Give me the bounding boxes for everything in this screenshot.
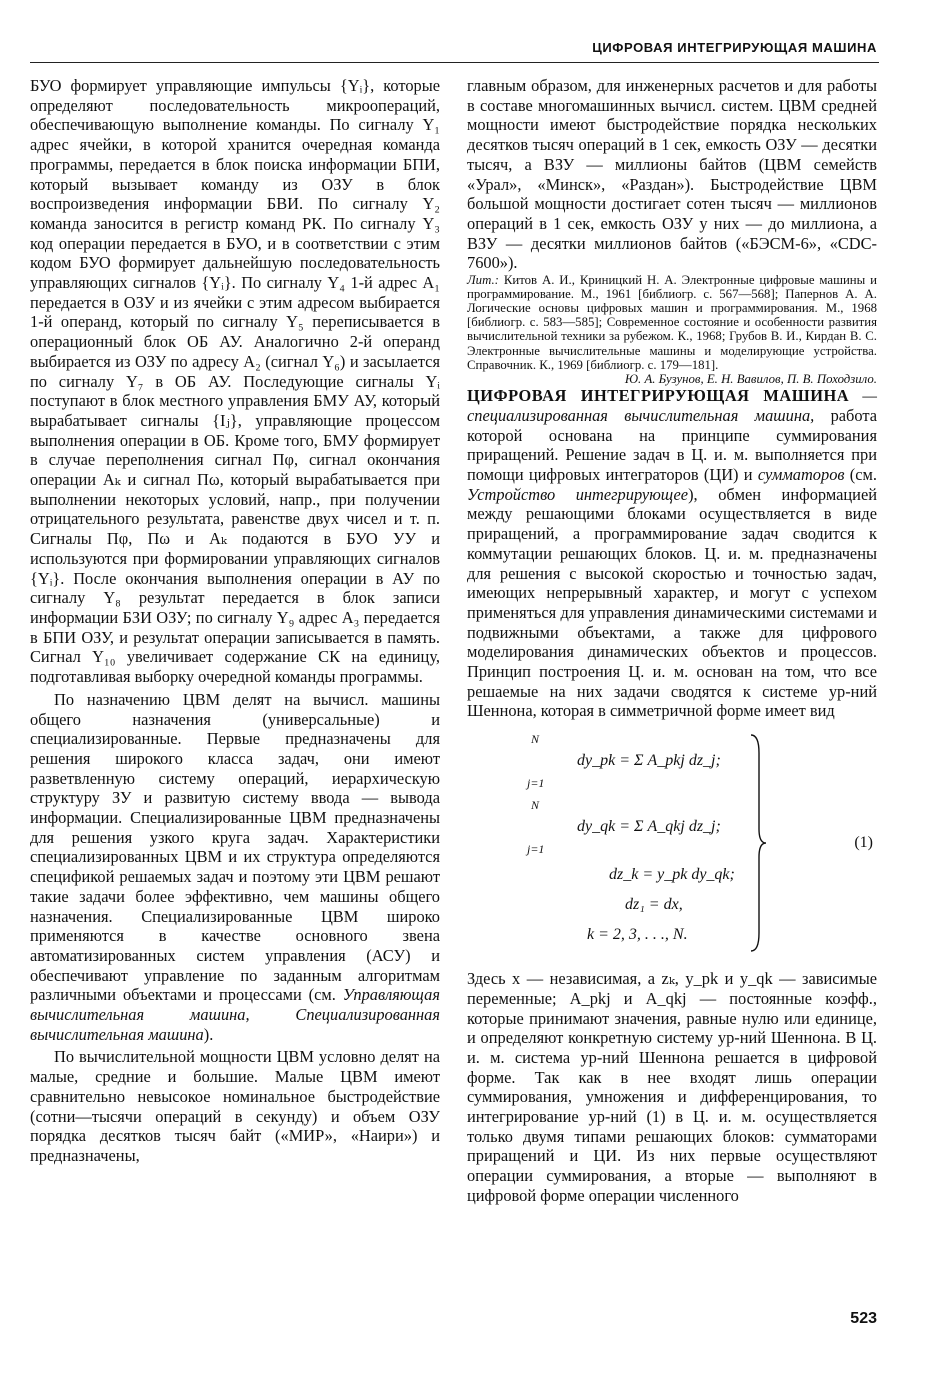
entry-italic-1: сумматоров [757, 465, 845, 484]
header-rule [30, 62, 879, 63]
sum-lower-1: j=1 [527, 776, 545, 791]
left-column [30, 76, 440, 1166]
entry-text-mid: (см. [849, 465, 877, 484]
sum-upper-2: N [531, 798, 540, 813]
equation-1-text: dy_pk = Σ A_pkj dz_j; [577, 752, 721, 770]
right-paragraph-3: Здесь x — независимая, а zₖ, y_pk и y_qk — зависимые переменные; A_pkj и A_qkj — постоянные коэфф., которые принимают значения, равные нулю или единице, и определяют конкретную систему ур-ний Шеннона. В Ц. и. м. система ур-ний Шеннона решается в цифровой форме. Так как в нее входят лишь операции суммирования, умножения и дифференцирования, то интегрирование ур-ний (1) в Ц. и. м. осуществляется только двумя типами решающих блоков: сумматорами приращений и ЦИ. Из них первые осуществляют операции суммирования, а вторые — выполняют в цифровой форме операции численного [467, 969, 877, 1205]
right-paragraph-1: главным образом, для инженерных расчетов и для работы в составе многомашинных вычисл. систем. ЦВМ средней мощности имеют быстродействие порядка нескольких десятков тысяч операций в 1 сек, емкость ОЗУ — десятки тысяч, а ВЗУ — миллионы байтов (ЦВМ семейств «Урал», «Минск», «Раздан»). Быстродействие ЦВМ большой мощности достигает сотен тысяч — миллионов операций в 1 сек, емкость ОЗУ у них — до миллиона, а ВЗУ — десятки миллионов байтов («БЭСМ-6», «CDC-7600»). [467, 76, 877, 273]
right-column [467, 76, 877, 1206]
equation-line-3: dz_k = y_pk dy_qk; [609, 866, 735, 884]
shannon-equations [467, 729, 877, 961]
entry-text-rest: ), обмен информацией между решающими блоками осуществляется в виде приращений, а программирование задач сводится к коммутации решающих блоков. Ц. и. м. предназначены для решения с высокой скоростью и точностью задач, имеющих непрерывный характер, и могут с успехом применяться для управления динамическими системами и подвижными объектами, а также для цифрового моделирования динамических объектов и процессов. Принцип построения Ц. и. м. основан на том, что все решаемые на них задачи сводятся к системе ур-ний Шеннона, которая в симметричной форме имеет вид [467, 484, 877, 721]
equation-2-text: dy_qk = Σ A_qkj dz_j; [577, 818, 721, 836]
left-paragraph-2-end: ). [203, 1024, 214, 1044]
entry-definition: — специализированная вычислительная машина, [467, 386, 877, 425]
left-paragraph-1: БУО формирует управляющие импульсы {Yᵢ}, которые определяют последовательность микроопераций, обеспечивающую выполнение команды. По сигналу Y₁ адрес ячейки, в которой хранится очередная команда программы, передается в блок поиска информации БПИ, который вызывает команду из ОЗУ в блок воспроизведения информации БВИ. По сигналу Y₂ команда заносится в регистр команд РК. По сигналу Y₃ код операции передается в БУО, и в соответствии с этим кодом БУО формирует дальнейшую последовательность управляющих сигналов {Yᵢ}. По сигналу Y₄ 1-й адрес A₁ передается в ОЗУ и из ячейки с этим адресом выбирается 1-й операнд, который по сигналу Y₅ переписывается в операционный блок ОБ АУ. Аналогично 2-й операнд выбирается из ОЗУ по адресу A₂ (сигнал Y₆) и засылается по сигналу Y₇ в ОБ АУ. Последующие сигналы Yᵢ поступают в блок местного управления БМУ АУ, который вырабатывает сигналы {Iⱼ}, управляющие процессом выполнения операции в ОБ. Кроме того, БМУ формирует в случае переполнения сигнал Пφ, сигнал окончания операции Aₖ и сигнал Пω, который вырабатывается при выполнении некоторых условий, напр., при получении отрицательного результата, равенстве двух чисел и т. п. Сигналы Пφ, Пω и Aₖ подаются в БУО УУ и используются при формировании управляющих сигналов {Yᵢ}. После окончания выполнения операции в АУ по сигналу Y₈ результат передается в блок записи информации БЗИ ОЗУ; по сигналу Y₉ адрес A₃ передается в БПИ ОЗУ, и результат операции записывается в память. Сигнал Y₁₀ увеличивает содержание СК на единицу, подготавливая выборку очередной команды программы. [30, 76, 440, 687]
entry-italic-2: Устройство интегрирующее [467, 484, 689, 504]
literature-block [467, 273, 877, 372]
entry-text: работа которой основана на принципе суммирования приращений. Решение задач в Ц. и. м. выполняется при помощи цифровых интеграторов (ЦИ) и [467, 405, 877, 484]
left-paragraph-2 [30, 690, 440, 1045]
left-paragraph-2-italic: Управляющая вычислительная машина, Специализированная вычислительная машина [30, 985, 440, 1044]
sum-upper-1: N [531, 732, 540, 747]
literature-text: Китов А. И., Криницкий Н. А. Электронные цифровые машины и программирование. М., 1961 [библиогр. с. 567—568]; Папернов А. А. Логические основы цифровых машин и программирования. М., 1968 [библиогр. с. 583—585]; Современное состояние и особенности развития вычислительной техники за рубежом. К., 1968; Грубов В. И., Кирдан В. С. Электронные вычислительные машины и моделирующие устройства. Справочник. К., 1969 [библиогр. с. 179—181]. [467, 273, 877, 372]
equation-line-2 [577, 817, 721, 837]
page-number: 523 [850, 1310, 877, 1327]
entry-term: ЦИФРОВАЯ ИНТЕГРИРУЮЩАЯ МАШИНА [467, 386, 850, 406]
brace-icon [749, 733, 767, 953]
equation-line-1 [577, 751, 721, 771]
equation-number: (1) [854, 834, 873, 852]
entry-paragraph [467, 386, 877, 721]
equation-line-5: k = 2, 3, . . ., N. [587, 926, 688, 944]
left-paragraph-2-text: По назначению ЦВМ делят на вычисл. машины общего назначения (универсальные) и специализированные. Первые предназначены для решения широкого класса задач, они имеют разветвленную систему операций, иерархическую структуру ЗУ и развитую систему ввода — вывода информации. Специализированные ЦВМ предназначены для решения узкого круга задач. Характеристики специализированных ЦВМ и их структура определяются спецификой решаемых задач и поэтому эти ЦВМ решают такие задачи более эффективно, чем машины общего назначения. Специализированные ЦВМ широко применяются в качестве основного звена автоматизированных систем управления (АСУ) и обеспечивают управление по заданным алгоритмам различными объектами и процессами (см. [30, 689, 440, 1005]
running-head: ЦИФРОВАЯ ИНТЕГРИРУЮЩАЯ МАШИНА [592, 40, 877, 55]
article-authors: Ю. А. Бузунов, Е. Н. Вавилов, П. В. Походзило. [624, 371, 877, 386]
literature-label: Лит.: [467, 273, 499, 288]
equation-line-4: dz₁ = dx, [625, 896, 683, 914]
sum-lower-2: j=1 [527, 842, 545, 857]
left-paragraph-3: По вычислительной мощности ЦВМ условно делят на малые, средние и большие. Малые ЦВМ имеют сравнительно невысокое номинальное быстродействие (сотни—тысячи операций в секунду) и объем ОЗУ порядка десятков тысяч байт («МИР», «Наири») и предназначены, [30, 1047, 440, 1165]
